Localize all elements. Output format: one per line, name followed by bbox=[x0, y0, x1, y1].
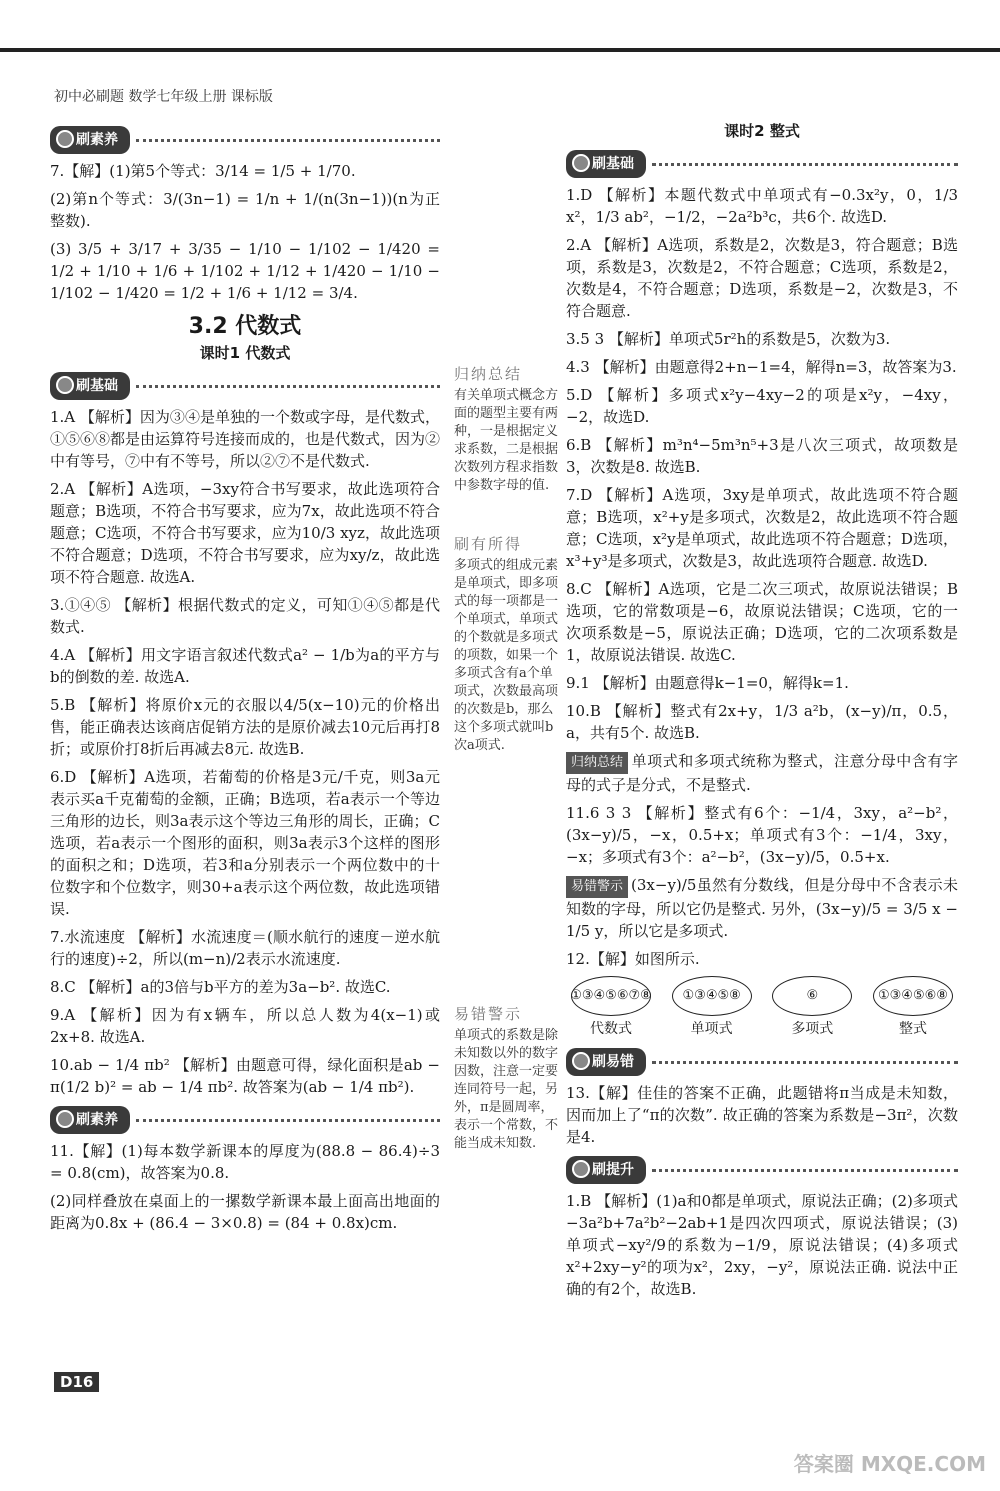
yicuo-note bbox=[566, 874, 958, 942]
answer-item: 1.D 【解析】本题代数式中单项式有−0.3x²y，0，1/3 x²，1/3 ab²，−1/2，−2a²b³c，共6个. 故选D. bbox=[566, 186, 958, 226]
answer-item: 9.1 【解析】由题意得k−1=0，解得k=1. bbox=[566, 674, 849, 692]
dotted-rule bbox=[652, 1169, 958, 1172]
dotted-rule bbox=[652, 1061, 958, 1064]
answer-item: 7.D 【解析】A选项，3xy是单项式，故此选项不符合题意；B选项，x²+y是多项式，次数是2，故此选项不符合题意；C选项，x²y是单项式，故此选项不符合题意；D选项，x³+y³是多项式，次数是3，故此选项符合题意. 故选D. bbox=[566, 486, 958, 570]
tisheng-badge bbox=[566, 1156, 958, 1184]
jichu-badge-1 bbox=[50, 372, 440, 400]
badge-label: 刷素养 bbox=[50, 1106, 130, 1134]
suyang-badge-2 bbox=[50, 1106, 440, 1134]
set-ellipse: ①③④⑤⑧ bbox=[672, 976, 752, 1016]
side-note-heading: 易错警示 bbox=[454, 1005, 523, 1023]
answer-item: 6.D 【解析】A选项，若葡萄的价格是3元/千克，则3a元表示买a千克葡萄的金额，正确；B选项，若a表示一个等边三角形的边长，则3a表示这个等边三角形的周长，正确；C选项，若a表示一个图形的面积，则3a表示3个这样的图形的面积之和；D选项，若3和a分别表示一个两位数中的十位数字和个位数字，则30+a表示这个两位数，故此选项错误. bbox=[50, 768, 440, 918]
left-column bbox=[50, 118, 440, 1240]
side-note-text: 有关单项式概念方面的题型主要有两种，一是根据定义求系数，二是根据次数列方程求指数中参数字母的值. bbox=[454, 388, 559, 493]
answer-item: 2.A 【解析】A选项，系数是2，次数是3，符合题意；B选项，系数是3，次数是2，不符合题意；C选项，系数是2，次数是4，不符合题意；D选项，系数是−2，次数是3，不符合题意. bbox=[566, 236, 958, 320]
answer-item: 6.B 【解析】m³n⁴−5m³n⁵+3是八次三项式，故项数是3，次数是8. 故选B. bbox=[566, 436, 958, 476]
answer-item: 5.B 【解析】将原价x元的衣服以4/5(x−10)元的价格出售，能正确表达该商店促销方法的是原价减去10元后再打8折；或原价打8折后再减去8元. 故选B. bbox=[50, 696, 440, 758]
set-danxiangshi bbox=[667, 976, 757, 1040]
set-ellipse: ①③④⑤⑥⑦⑧ bbox=[571, 976, 651, 1016]
side-note-text: 单项式的系数是除未知数以外的数字因数，注意一定要连同符号一起，另外，π是圆周率，表示一个常数，不能当成未知数. bbox=[454, 1028, 559, 1151]
dotted-rule bbox=[136, 1119, 440, 1122]
set-ellipse: ①③④⑤⑥⑧ bbox=[873, 976, 953, 1016]
answer-item: 8.C 【解析】A选项，它是二次三项式，故原说法错误；B选项，它的常数项是−6，故原说法错误；C选项，它的一次项系数是−5，原说法正确；D选项，它的二次项系数是1，故原说法错误. 故选C. bbox=[566, 580, 958, 664]
set-zhengshi bbox=[868, 976, 958, 1040]
answer-item: 7.水流速度 【解析】水流速度＝(顺水航行的速度－逆水航行的速度)÷2，所以(m−n)/2表示水流速度. bbox=[50, 928, 440, 968]
answer-item: 5.D 【解析】多项式x²y−4xy−2的项是x²y，−4xy，−2，故选D. bbox=[566, 386, 958, 426]
answer-item: 13.【解】佳佳的答案不正确，此题错将π当成是未知数，因而加上了“π的次数”. 故正确的答案为系数是−3π²，次数是4. bbox=[566, 1084, 958, 1146]
side-note-heading: 归纳总结 bbox=[454, 365, 523, 383]
side-note-text: 多项式的组成元素是单项式，即多项式的每一项都是一个单项式，单项式的个数就是多项式的项数，如果一个多项式含有a个单项式，次数最高项的次数是b，那么这个多项式就叫b次a项式. bbox=[454, 558, 559, 753]
guina-tag: 归纳总结 bbox=[566, 752, 628, 774]
section-title: 3.2 代数式 bbox=[188, 314, 302, 339]
answer-item: 12.【解】如图所示. bbox=[566, 950, 700, 968]
set-duoxiangshi bbox=[767, 976, 857, 1040]
answer-item: 3.5 3 【解析】单项式5r²h的系数是5，次数为3. bbox=[566, 330, 891, 348]
answer-item: 4.3 【解析】由题意得2+n−1=4，解得n=3，故答案为3. bbox=[566, 358, 957, 376]
set-label: 多项式 bbox=[791, 1021, 834, 1037]
watermark-logo: 答案圈 MXQE.COM bbox=[793, 1452, 986, 1476]
set-label: 整式 bbox=[898, 1021, 927, 1037]
answer-item: 1.A 【解析】因为③④是单独的一个数或字母，是代数式，①⑤⑥⑧都是由运算符号连接而成的，也是代数式，因为②中有等号，⑦中有不等号，所以②⑦不是代数式. bbox=[50, 408, 441, 470]
set-daishushi bbox=[566, 976, 656, 1040]
badge-label: 刷素养 bbox=[50, 126, 130, 154]
answer-item: 3.①④⑤ 【解析】根据代数式的定义，可知①④⑤都是代数式. bbox=[50, 596, 440, 636]
running-head: 初中必刷题 数学七年级上册 课标版 bbox=[54, 89, 273, 105]
page-number: D16 bbox=[54, 1372, 99, 1392]
badge-label: 刷基础 bbox=[566, 150, 646, 178]
answer-item: 8.C 【解析】a的3倍与b平方的差为3a−b². 故选C. bbox=[50, 978, 391, 996]
set-ellipse: ⑥ bbox=[772, 976, 852, 1016]
dotted-rule bbox=[652, 163, 958, 166]
badge-label: 刷易错 bbox=[566, 1048, 646, 1076]
answer-item: 1.B 【解析】(1)a和0都是单项式，原说法正确；(2)多项式−3a²b+7a²b²−2ab+1是四次四项式，原说法错误；(3)单项式−xy²/9的系数为−1/9，原说法错误；(4)多项式x²+2xy−y²的项为x²，2xy，−y²，原说法正确. 说法中正确的有2个，故选B. bbox=[566, 1192, 958, 1298]
lesson-title: 课时2 整式 bbox=[724, 122, 800, 140]
answer-item: (3) 3/5 + 3/17 + 3/35 − 1/10 − 1/102 − 1/420 = 1/2 + 1/10 + 1/6 + 1/102 + 1/12 + 1/420 − 1/10 − 1/102 − 1/420 = 1/2 + 1/6 + 1/12 = 3/4. bbox=[50, 240, 440, 302]
yicuo-note-text: (3x−y)/5虽然有分数线，但是分母中不含表示未知数的字母，所以它仍是整式. 另外，(3x−y)/5 = 3/5 x − 1/5 y，所以它是多项式. bbox=[566, 876, 958, 940]
dotted-rule bbox=[136, 139, 440, 142]
answer-item: (2)第n个等式：3/(3n−1) = 1/n + 1/(n(3n−1))(n为正整数). bbox=[50, 190, 440, 230]
answer-item: 4.A 【解析】用文字语言叙述代数式a² − 1/b为a的平方与b的倒数的差. 故选A. bbox=[50, 646, 440, 686]
side-notes-column bbox=[454, 355, 558, 1165]
guina-note-text: 单项式和多项式统称为整式，注意分母中含有字母的式子是分式，不是整式. bbox=[566, 752, 958, 794]
answer-item: 2.A 【解析】A选项，−3xy符合书写要求，故此选项符合题意；B选项，不符合书写要求，应为7x，故此选项不符合题意；C选项，不符合书写要求，应为10/3 xyz，故此选项不符合题意；D选项，不符合书写要求，应为xy/z，故此选项不符合题意. 故选A. bbox=[50, 480, 440, 586]
set-diagram bbox=[566, 976, 958, 1040]
suyang-badge-1 bbox=[50, 126, 440, 154]
answer-item: 7.【解】(1)第5个等式：3/14 = 1/5 + 1/70. bbox=[50, 162, 356, 180]
section-subtitle: 课时1 代数式 bbox=[199, 344, 291, 362]
answer-item: 11.【解】(1)每本数学新课本的厚度为(88.8 − 86.4)÷3 = 0.8(cm)，故答案为0.8. bbox=[50, 1142, 440, 1182]
answer-item: 10.B 【解析】整式有2x+y，1/3 a²b，(x−y)/π，0.5，a，共有5个. 故选B. bbox=[566, 702, 958, 742]
badge-label: 刷基础 bbox=[50, 372, 130, 400]
right-column bbox=[566, 118, 958, 1306]
side-note-heading: 刷有所得 bbox=[454, 535, 523, 553]
set-label: 单项式 bbox=[690, 1021, 733, 1037]
set-label: 代数式 bbox=[590, 1021, 632, 1037]
answer-item: (2)同样叠放在桌面上的一摞数学新课本最上面高出地面的距离为0.8x + (86.4 − 3×0.8) = (84 + 0.8x)cm. bbox=[50, 1192, 440, 1232]
dotted-rule bbox=[136, 385, 440, 388]
answer-item: 10.ab − 1/4 πb² 【解析】由题意可得，绿化面积是ab − π(1/2 b)² = ab − 1/4 πb². 故答案为(ab − 1/4 πb²). bbox=[50, 1056, 440, 1096]
answer-item: 11.6 3 3 【解析】整式有6个：−1/4，3xy，a²−b²，(3x−y)/5，−x，0.5+x；单项式有3个：−1/4，3xy，−x；多项式有3个：a²−b²，(3x−y)/5，0.5+x. bbox=[566, 804, 958, 866]
badge-label: 刷提升 bbox=[566, 1156, 646, 1184]
jichu-badge-2 bbox=[566, 150, 958, 178]
guina-note bbox=[566, 750, 958, 796]
top-rule bbox=[0, 48, 1000, 52]
yicuo-badge bbox=[566, 1048, 958, 1076]
yicuo-tag: 易错警示 bbox=[566, 876, 628, 898]
answer-item: 9.A 【解析】因为有x辆车，所以总人数为4(x−1)或2x+8. 故选A. bbox=[50, 1006, 440, 1046]
